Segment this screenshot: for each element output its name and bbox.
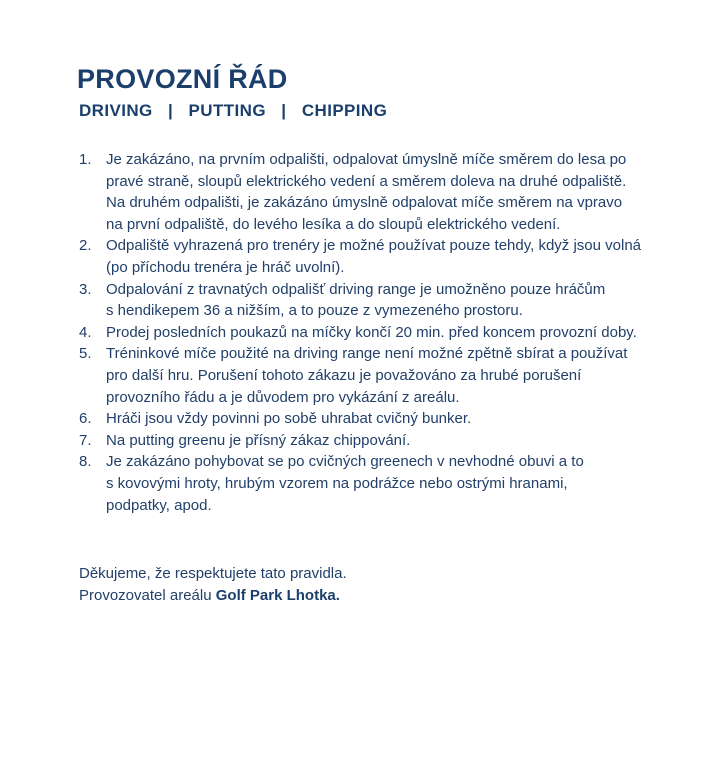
page-title: PROVOZNÍ ŘÁD <box>77 64 288 94</box>
rule-item <box>79 430 669 452</box>
rule-text-line: provozního řádu a je důvodem pro vykázání z areálu. <box>106 388 460 406</box>
page-subtitle: DRIVING | PUTTING | CHIPPING <box>79 101 388 120</box>
rule-text-line: pravé straně, sloupů elektrického vedení a směrem doleva na druhé odpaliště. <box>106 172 627 190</box>
rule-number: 3. <box>79 280 92 298</box>
rule-item <box>79 279 669 322</box>
rule-text-line: Odpalování z travnatých odpališť driving range je umožněno pouze hráčům <box>106 280 606 298</box>
operator-name: Golf Park Lhotka. <box>215 586 340 604</box>
rule-text <box>106 430 669 452</box>
rule-number: 2. <box>79 237 92 255</box>
rule-number: 8. <box>79 453 92 471</box>
rule-text <box>106 322 669 344</box>
rule-text <box>106 279 669 322</box>
rule-number: 7. <box>79 431 92 449</box>
rule-text-line: Hráči jsou vždy povinni po sobě uhrabat cvičný bunker. <box>106 410 472 428</box>
rule-item <box>79 235 669 278</box>
rule-text-line: Na putting greenu je přísný zákaz chippování. <box>106 431 411 449</box>
thanks-text: Děkujeme, že respektujete tato pravidla. <box>79 565 347 582</box>
footer <box>79 563 347 606</box>
rule-text <box>106 451 669 516</box>
rule-text <box>106 149 669 235</box>
operator-prefix: Provozovatel areálu <box>79 586 216 604</box>
rule-text-line: podpatky, apod. <box>106 496 212 514</box>
rule-number: 4. <box>79 323 92 341</box>
rule-text <box>106 343 669 408</box>
rule-text <box>106 235 669 278</box>
operator-line <box>79 585 347 607</box>
rule-item <box>79 408 669 430</box>
rule-text-line: na první odpaliště, do levého lesíka a do sloupů elektrického vedení. <box>106 215 561 233</box>
rule-number: 1. <box>79 151 92 168</box>
rule-text-line: Je zakázáno pohybovat se po cvičných greenech v nevhodné obuvi a to <box>106 453 584 471</box>
rule-number: 5. <box>79 345 92 363</box>
rule-number: 6. <box>79 410 92 428</box>
rule-text-line: (po příchodu trenéra je hráč uvolní). <box>106 258 345 276</box>
rule-text-line: Je zakázáno, na prvním odpališti, odpalovat úmyslně míče směrem do lesa po <box>106 151 627 168</box>
rule-item <box>79 322 669 344</box>
rules-list <box>79 149 669 516</box>
rule-item <box>79 343 669 408</box>
rule-text-line: Prodej posledních poukazů na míčky končí 20 min. před koncem provozní doby. <box>106 323 637 341</box>
rule-item <box>79 149 669 235</box>
rule-text <box>106 408 669 430</box>
rule-text-line: Odpaliště vyhrazená pro trenéry je možné používat pouze tehdy, když jsou volná <box>106 237 642 255</box>
rule-text-line: s hendikepem 36 a nižším, a to pouze z vymezeného prostoru. <box>106 302 523 320</box>
rule-text-line: s kovovými hroty, hrubým vzorem na podrážce nebo ostrými hranami, <box>106 474 568 492</box>
rule-item <box>79 451 669 516</box>
rule-text-line: Na druhém odpališti, je zakázáno úmyslně odpalovat míče směrem na vpravo <box>106 194 623 212</box>
rule-text-line: pro další hru. Porušení tohoto zákazu je považováno za hrubé porušení <box>106 366 582 384</box>
rule-text-line: Tréninkové míče použité na driving range není možné zpětně sbírat a používat <box>106 345 628 363</box>
